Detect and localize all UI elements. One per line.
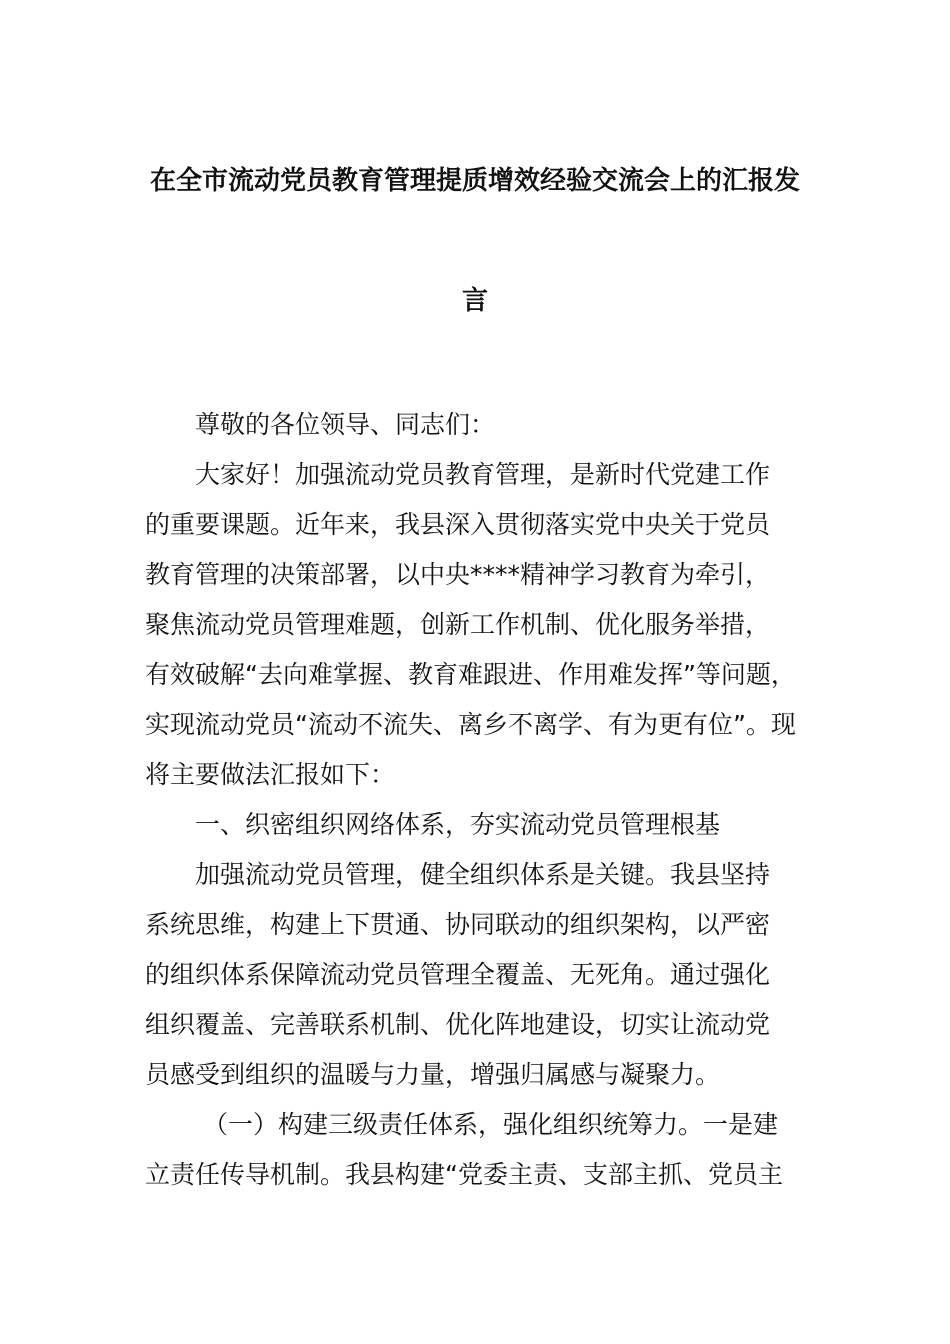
paragraph-line: 有效破解“去向难掌握、教育难跟进、作用难发挥”等问题， [145,660,796,689]
subsection-heading: （一）构建三级责任体系，强化组织统筹力。一是建 [203,1110,779,1139]
paragraph-line: 立责任传导机制。我县构建“党委主责、支部主抓、党员主 [145,1160,783,1189]
paragraph-line: 教育管理的决策部署，以中央****精神学习教育为牵引， [145,560,771,589]
paragraph-line: 将主要做法汇报如下： [145,760,396,789]
paragraph-line: 聚焦流动党员管理难题，创新工作机制、优化服务举措， [145,610,771,639]
paragraph-line: 的组织体系保障流动党员管理全覆盖、无死角。通过强化 [145,960,771,989]
paragraph-line: 加强流动党员管理，健全组织体系是关键。我县坚持 [195,860,771,889]
section-heading: 一、织密组织网络体系，夯实流动党员管理根基 [195,810,721,839]
paragraph-line: 系统思维，构建上下贯通、协同联动的组织架构，以严密 [145,910,771,939]
paragraph-line: 的重要课题。近年来，我县深入贯彻落实党中央关于党员 [145,510,771,539]
paragraph-line: 实现流动党员“流动不流失、离乡不离学、有为更有位”。现 [145,710,796,739]
paragraph-line: 大家好！加强流动党员教育管理，是新时代党建工作 [195,460,771,489]
paragraph-line: 员感受到组织的温暖与力量，增强归属感与凝聚力。 [145,1060,721,1089]
document-title-line-1: 在全市流动党员教育管理提质增效经验交流会上的汇报发 [149,166,800,196]
salutation: 尊敬的各位领导、同志们： [195,410,496,439]
document-title-line-2: 言 [461,286,488,316]
document-body [145,400,807,1200]
paragraph-line: 组织覆盖、完善联系机制、优化阵地建设，切实让流动党 [145,1010,771,1039]
